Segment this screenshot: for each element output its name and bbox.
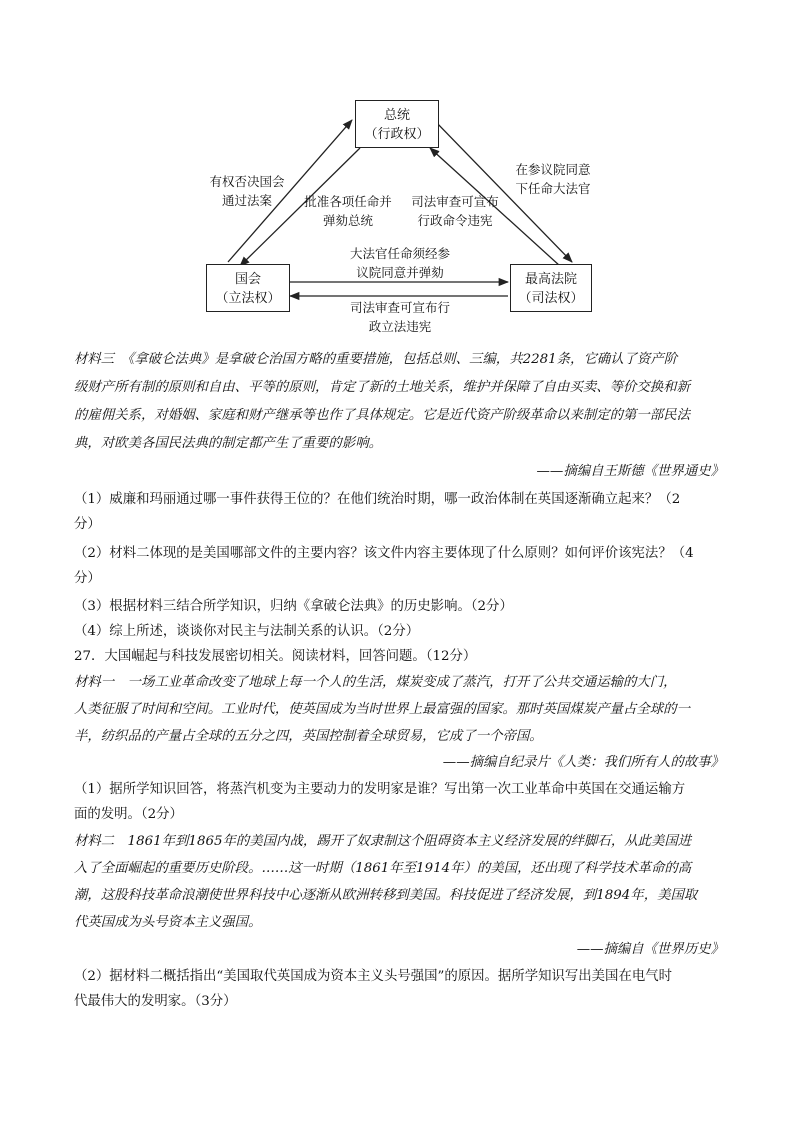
congress-title: 国会 <box>234 272 261 287</box>
question-line: （4）综上所述，谈谈你对民主与法制关系的认识。（2分） <box>74 624 420 639</box>
q27-material2-line: 潮，这股科技革命浪潮使世界科技中心逐渐从欧洲转移到美国。科技促进了经济发展，到1894年，美国取 <box>74 888 698 903</box>
q27-question1-line: （1）据所学知识回答，将蒸汽机变为主要动力的发明家是谁？写出第一次工业革命中英国在交通运输方 <box>74 782 686 797</box>
president-sub: （行政权） <box>364 127 430 142</box>
court-box <box>510 264 592 312</box>
q27-material1-line: 人类征服了时间和空间。工业时代，使英国成为当时世界上最富强的国家。那时英国煤炭产量占全球的一 <box>74 702 690 717</box>
question-line: 分） <box>74 571 101 586</box>
court-sub: （司法权） <box>518 291 584 306</box>
diagram-arrows <box>0 0 800 345</box>
label-president-to-congress: 批准各项任命并 弹劾总统 <box>304 194 392 228</box>
q27-question2-line: 代最伟大的发明家。（3分） <box>74 994 237 1009</box>
label-court-to-president: 司法审查可宣布 行政命令违宪 <box>411 194 499 228</box>
q27-material2-line: 入了全面崛起的重要历史阶段。……这一时期（1861年至1914年）的美国，还出现了科学技术革命的高 <box>74 861 692 876</box>
congress-box <box>206 264 290 312</box>
president-title: 总统 <box>383 108 410 123</box>
q27-material2-line: 代英国成为头号资本主义强国。 <box>74 915 262 930</box>
label-congress-to-court: 大法官任命须经参 议院同意并弹劾 <box>349 246 450 280</box>
question-line: 分） <box>74 517 101 532</box>
q27-source2: ——摘编自《世界历史》 <box>576 942 724 957</box>
q27-source1: ——摘编自纪录片《人类：我们所有人的故事》 <box>442 755 724 770</box>
label-congress-to-president: 有权否决国会 通过法案 <box>209 174 285 208</box>
court-title: 最高法院 <box>524 272 577 287</box>
material3-line: 级财产所有制的原则和自由、平等的原则，肯定了新的土地关系，维护并保障了自由买卖、等价交换和新 <box>74 380 690 395</box>
q27-material2-line: 材料二 1861年到1865年的美国内战，踢开了奴隶制这个阻碍资本主义经济发展的绊脚石，从此美国进 <box>74 834 692 849</box>
material3-source: ——摘编自王斯德《世界通史》 <box>536 464 724 479</box>
q27-question2-line: （2）据材料二概括指出“美国取代英国成为资本主义头号强国”的原因。据所学知识写出美国在电气时 <box>74 969 673 984</box>
president-box <box>355 100 439 148</box>
label-president-to-court: 在参议院同意 下任命大法官 <box>515 162 591 196</box>
question-line: （1）威廉和玛丽通过哪一事件获得王位的？在他们统治时期，哪一政治体制在英国逐渐确立起来？（2 <box>74 492 681 507</box>
question-line: （2）材料二体现的是美国哪部文件的主要内容？该文件内容主要体现了什么原则？如何评价该宪法？（4 <box>74 546 694 561</box>
q27-question1-line: 面的发明。（2分） <box>74 807 183 822</box>
material3-line: 材料三 《拿破仑法典》是拿破仑治国方略的重要措施，包括总则、三编，共2281条，它确认了资产阶 <box>74 352 678 367</box>
material3-line: 典，对欧美各国民法典的制定都产生了重要的影响。 <box>74 436 382 451</box>
material3-line: 的雇佣关系，对婚姻、家庭和财产继承等也作了具体规定。它是近代资产阶级革命以来制定的第一部民法 <box>74 408 690 423</box>
separation-of-powers-diagram <box>0 0 800 345</box>
q27-material1-line: 材料一 一场工业革命改变了地球上每一个人的生活，煤炭变成了蒸汽，打开了公共交通运输的大门， <box>74 675 677 690</box>
question-line: （3）根据材料三结合所学知识，归纳《拿破仑法典》的历史影响。（2分） <box>74 599 513 614</box>
q27-title: 27．大国崛起与科技发展密切相关。阅读材料，回答问题。（12分） <box>74 649 477 664</box>
congress-sub: （立法权） <box>215 291 281 306</box>
label-court-to-congress: 司法审查可宣布行 政立法违宪 <box>349 300 450 334</box>
q27-material1-line: 半，纺织品的产量占全球的五分之四，英国控制着全球贸易，它成了一个帝国。 <box>74 729 543 744</box>
